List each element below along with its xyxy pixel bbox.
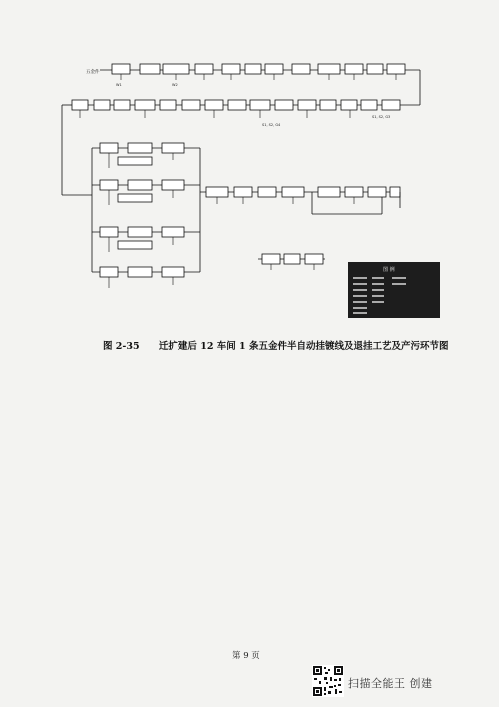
process-box [140, 64, 160, 74]
process-box [262, 254, 280, 264]
process-box [320, 100, 336, 110]
waste-tag: S1, S2, G3 [372, 115, 391, 119]
figure-title: 迁扩建后 12 车间 1 条五金件半自动挂镀线及退挂工艺及产污环节图 [158, 341, 449, 352]
process-box [345, 187, 363, 197]
process-box [206, 187, 228, 197]
process-box [318, 187, 340, 197]
process-box [275, 100, 293, 110]
process-box [258, 187, 276, 197]
process-box [162, 227, 184, 237]
process-box [298, 100, 316, 110]
process-box [128, 180, 152, 190]
start-label: 五金件 [86, 70, 100, 75]
waste-tag: W1 [116, 83, 122, 87]
process-box [100, 267, 118, 277]
process-box [182, 100, 200, 110]
process-box [318, 64, 340, 74]
process-box [100, 143, 118, 153]
process-box [390, 187, 400, 197]
legend-title: 图 例 [383, 267, 395, 273]
process-box [163, 64, 189, 74]
process-box [112, 64, 130, 74]
figure-number: 图 2-35 [103, 341, 140, 352]
process-box [368, 187, 386, 197]
process-box [367, 64, 383, 74]
process-box [162, 267, 184, 277]
process-box [250, 100, 270, 110]
process-box [205, 100, 223, 110]
process-box [195, 64, 213, 74]
process-box [128, 267, 152, 277]
legend-box [348, 262, 440, 318]
qr-code-icon [312, 665, 344, 697]
process-box [100, 227, 118, 237]
process-box [292, 64, 310, 74]
process-box [234, 187, 252, 197]
process-box [228, 100, 246, 110]
process-box [282, 187, 304, 197]
process-box [387, 64, 405, 74]
process-box [128, 227, 152, 237]
process-box [382, 100, 400, 110]
process-box [341, 100, 357, 110]
brand-watermark: 扫描全能王 创建 [348, 677, 433, 690]
process-box [305, 254, 323, 264]
process-box [135, 100, 155, 110]
figure-caption [103, 338, 448, 352]
process-box [118, 194, 152, 202]
process-box [94, 100, 110, 110]
process-box [245, 64, 261, 74]
process-box [160, 100, 176, 110]
process-box [162, 180, 184, 190]
process-box [162, 143, 184, 153]
process-box [100, 180, 118, 190]
process-box [222, 64, 240, 74]
process-box [72, 100, 88, 110]
process-box [284, 254, 300, 264]
page-number: 第 9 页 [232, 651, 260, 661]
process-box [114, 100, 130, 110]
waste-tag: S1, S2, G4 [262, 123, 281, 127]
process-box [361, 100, 377, 110]
process-box [118, 241, 152, 249]
process-box [118, 157, 152, 165]
process-box [345, 64, 363, 74]
process-box [128, 143, 152, 153]
process-flow-diagram [0, 0, 499, 330]
process-box [265, 64, 283, 74]
waste-tag: W2 [172, 83, 178, 87]
